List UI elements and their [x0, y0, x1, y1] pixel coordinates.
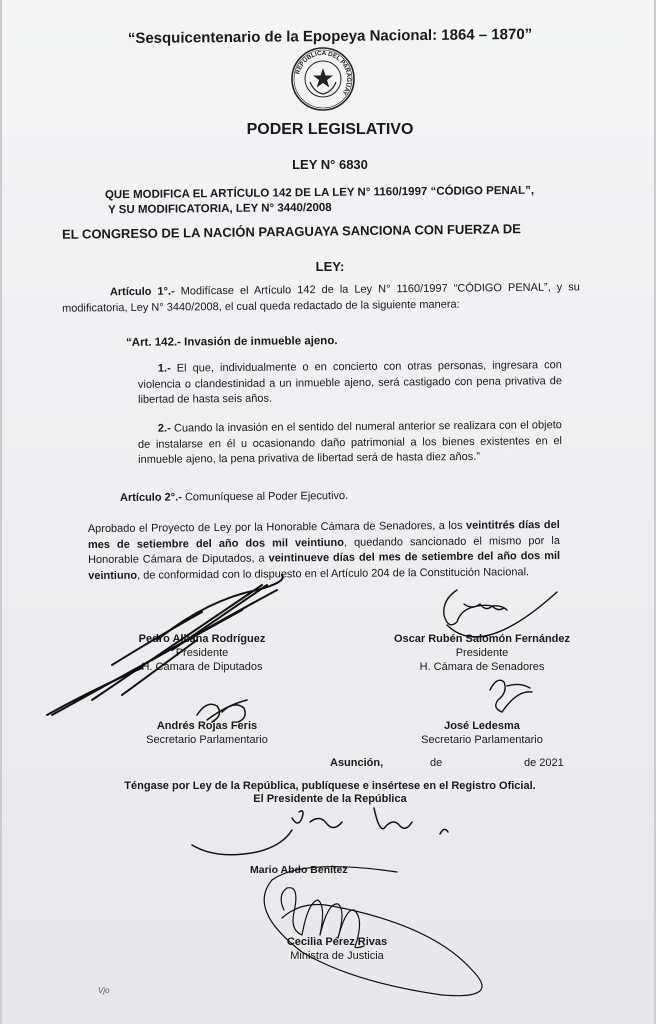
signature-block-senate-president: Oscar Rubén Salomón Fernández Presidente H. Cámara de Senadores: [393, 633, 571, 673]
law-number: LEY N° 6830: [292, 157, 368, 172]
date-year: de 2021: [524, 757, 564, 769]
article-142-title: “Art. 142.- Invasión de inmueble ajeno.: [125, 335, 338, 349]
signature-block-deputies-secretary: Andrés Rojas Feris Secretario Parlamentario: [146, 720, 268, 746]
article-2-label: Artículo 2°.-: [119, 491, 182, 504]
footer-initials: Vjo: [98, 986, 110, 995]
approval-paragraph: Aprobado el Proyecto de Ley por la Honorable Cámara de Senadores, a los veintitrés días del mes de setiembre del año dos mil veintiuno, quedando sancionado el mismo por la Honorable Cámara de Diputados, a veintinueve días del mes de setiembre del año dos mil veintiuno, de conformidad con lo dispuesto en el Artículo 204 de la Constitución Nacional.: [87, 518, 561, 582]
president-name: Mario Abdo Benítez: [250, 864, 348, 876]
promulgation-text: Téngase por Ley de la República, publíquese e insértese en el Registro Oficial. El Presidente de la República: [124, 780, 536, 805]
numeral-2: 2.- Cuando la invasión en el sentido del numeral anterior se realizara con el objeto de instalarse en él u ocasionando daño patrimonial a los bienes existentes en el inmueble ajeno, la pena privativa de libertad será de hasta diez años.”: [137, 419, 563, 466]
anniversary-banner: “Sesquicentenario de la Epopeya Nacional: 1864 – 1870”: [127, 25, 533, 48]
signature-block-senate-secretary: José Ledesma Secretario Parlamentario: [421, 720, 543, 746]
issuing-body: PODER LEGISLATIVO: [246, 121, 414, 138]
signature-block-minister: Cecilia Pérez Rivas Ministra de Justicia: [286, 936, 388, 962]
signature-abdo: [192, 808, 448, 855]
enacting-clause-line1: EL CONGRESO DE LA NACIÓN PARAGUAYA SANCIONA CON FUERZA DE: [61, 221, 521, 242]
signature-perez: [264, 867, 482, 996]
document-page: [2, 0, 654, 1024]
date-de: de: [430, 757, 443, 769]
national-seal-icon: [290, 46, 356, 112]
date-place: Asunción,: [330, 757, 384, 769]
article-2-text: Comuníquese al Poder Ejecutivo.: [181, 490, 349, 504]
law-subject: QUE MODIFICA EL ARTÍCULO 142 DE LA LEY N° 1160/1997 “CÓDIGO PENAL”, Y SU MODIFICATORIA, LEY N° 3440/2008: [104, 184, 535, 217]
numeral-1: 1.- El que, individualmente o en concierto con otras personas, ingresara con violencia o clandestinidad a un inmueble ajeno, será castigado con pena privativa de libertad de hasta seis años.: [137, 359, 563, 406]
article-1-label: Artículo 1°.-: [109, 285, 175, 299]
article-1: [62, 280, 580, 316]
signature-block-deputies-president: Pedro Alliana Rodríguez Presidente H. Cámara de Diputados: [138, 633, 266, 673]
signature-salomon: [444, 590, 557, 637]
article-2: [120, 490, 348, 504]
seal-text: REPÚBLICA DEL PARAGUAY: [294, 49, 353, 97]
enacting-clause-line2: LEY:: [315, 259, 345, 274]
signature-ledesma: [490, 680, 532, 712]
article-1-text: Modifícase el Artículo 142 de la Ley N° 1160/1997 “CÓDIGO PENAL”, y su modificatoria, Ley N° 3440/2008, el cual queda redactado de la siguiente manera:: [62, 281, 580, 315]
